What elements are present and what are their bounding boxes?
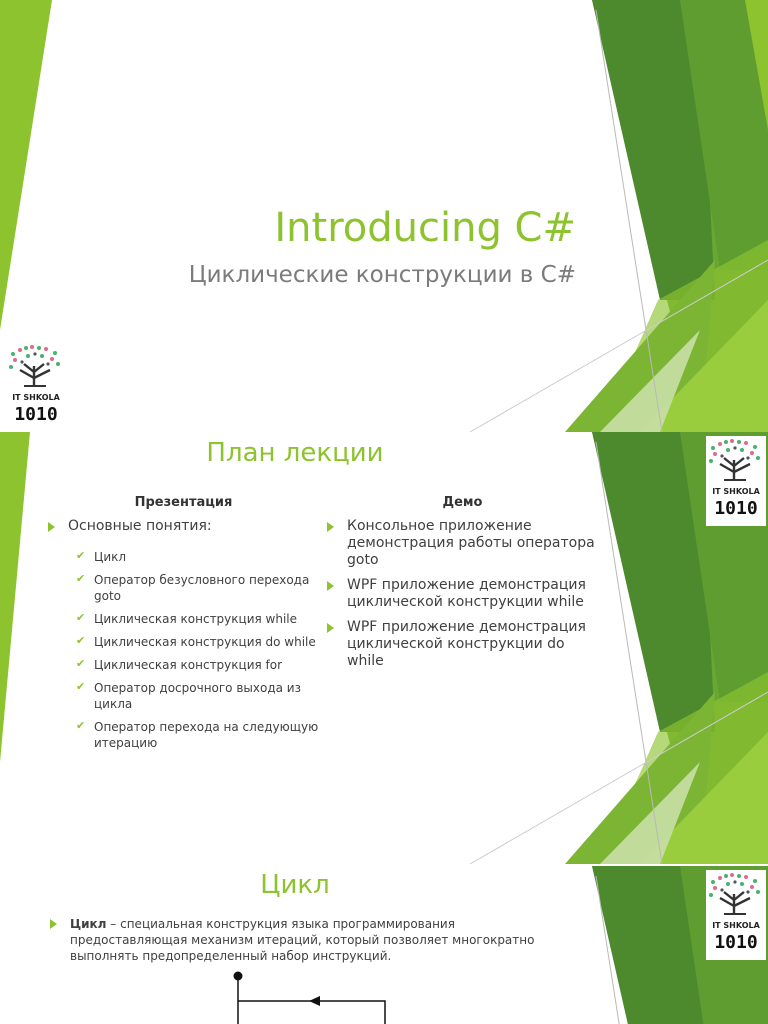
flowchart-diagram <box>225 970 395 1024</box>
svg-text:IT SHKOLA: IT SHKOLA <box>712 487 760 496</box>
slide-lecture-plan <box>0 432 768 864</box>
column-heading: Демо <box>442 495 483 510</box>
bullet-icon <box>327 581 334 591</box>
list-item: Основные понятия: ✔ Цикл ✔ Оператор безусловного перехода goto ✔ Циклическая конструкция while ✔ Циклическая конструкция do while ✔ Циклическая конструкция for ✔ Оператор досрочного выхода из цикла ✔ Оператор перехода на следующую итерацию <box>46 518 321 751</box>
checkmark-icon: ✔ <box>76 719 86 732</box>
presentation-column <box>46 495 321 759</box>
checkmark-icon: ✔ <box>76 572 86 585</box>
sub-list-item: ✔ Циклическая конструкция for <box>76 657 283 672</box>
bullet-icon <box>50 919 57 929</box>
list-item: Консольное приложение демонстрация работы оператора goto <box>325 518 600 569</box>
bullet-icon <box>327 522 334 532</box>
checkmark-icon: ✔ <box>76 549 86 562</box>
slide-loop <box>0 866 768 1024</box>
svg-text:IT SHKOLA: IT SHKOLA <box>12 393 60 402</box>
sub-list-item: ✔ Оператор досрочного выхода из цикла <box>76 680 301 711</box>
presentation-subtitle: Циклические конструкции в C# <box>188 262 576 288</box>
svg-text:1010: 1010 <box>14 404 58 425</box>
checkmark-icon: ✔ <box>76 611 86 624</box>
definition-text: – специальная конструкция языка программирования предоставляющая механизм итераций, который позволяет многократно выполнять предопределенный набор инструкций. <box>70 917 535 963</box>
sub-list-item: ✔ Оператор перехода на следующую итерацию <box>76 719 319 750</box>
sub-list-item: ✔ Оператор безусловного перехода goto <box>76 572 310 603</box>
logo <box>6 342 66 432</box>
svg-text:1010: 1010 <box>714 498 758 519</box>
definition-paragraph <box>48 916 570 964</box>
svg-text:1010: 1010 <box>714 932 758 953</box>
slide-title <box>0 0 768 432</box>
checkmark-icon: ✔ <box>76 634 86 647</box>
list-item: WPF приложение демонстрация циклической конструкции while <box>325 577 600 611</box>
slide-heading: Цикл <box>260 870 330 900</box>
bullet-icon <box>327 623 334 633</box>
sub-list-item: ✔ Циклическая конструкция do while <box>76 634 316 649</box>
svg-text:IT SHKOLA: IT SHKOLA <box>712 921 760 930</box>
presentation-title: Introducing C# <box>274 205 576 251</box>
sub-list-item: ✔ Циклическая конструкция while <box>76 611 297 626</box>
checkmark-icon: ✔ <box>76 657 86 670</box>
logo <box>706 870 766 960</box>
sub-list-item: ✔ Цикл <box>76 549 127 564</box>
checkmark-icon: ✔ <box>76 680 86 693</box>
slide-heading: План лекции <box>206 438 384 468</box>
bullet-icon <box>48 522 55 532</box>
logo <box>706 436 766 526</box>
list-item: WPF приложение демонстрация циклической конструкции do while <box>325 619 600 670</box>
demo-column <box>325 495 600 678</box>
column-heading: Презентация <box>134 495 233 510</box>
definition-term: Цикл <box>70 917 107 931</box>
